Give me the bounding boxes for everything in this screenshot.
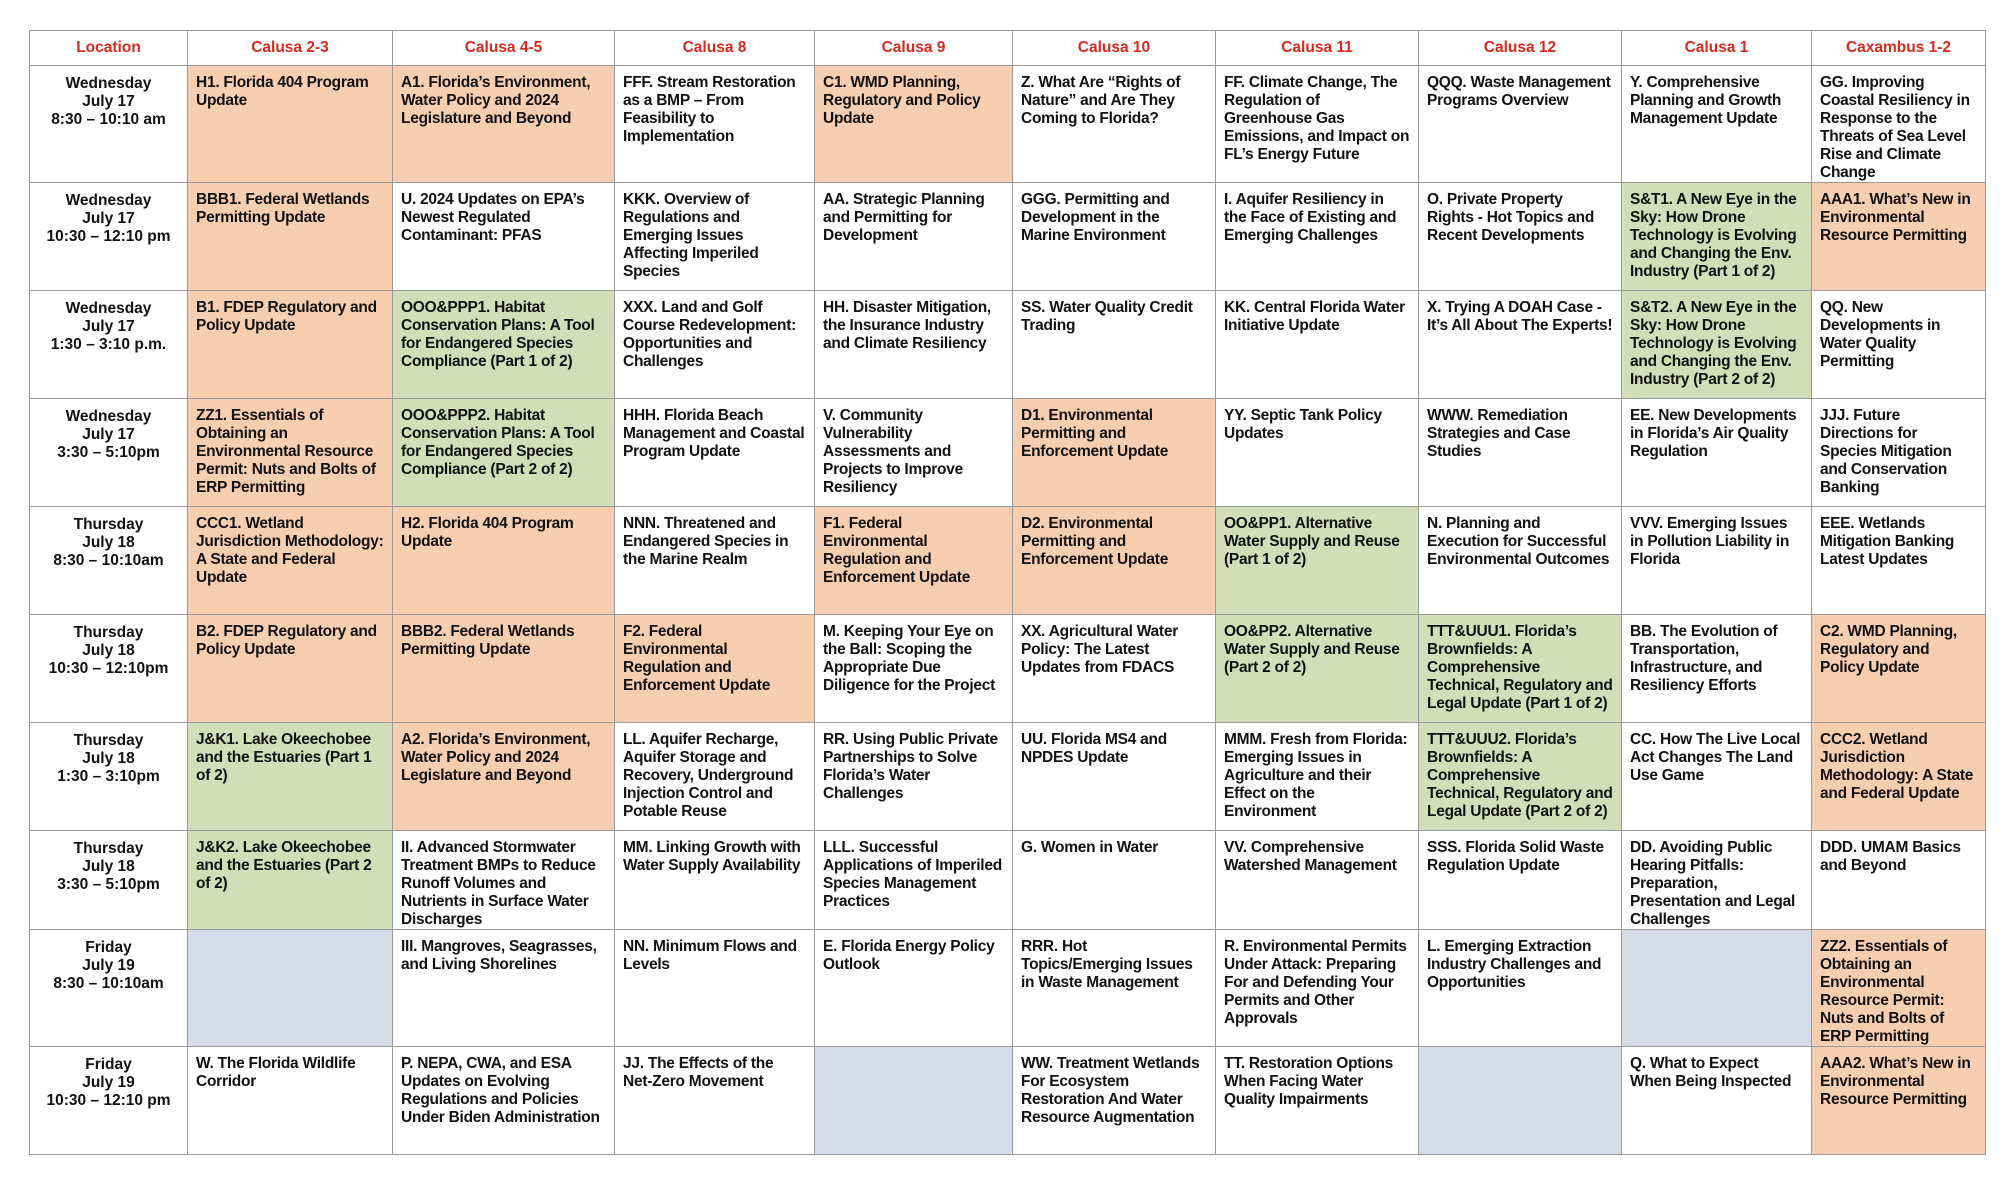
session-cell: OO&PP2. Alternative Water Supply and Reuse (Part 2 of 2) <box>1216 615 1419 723</box>
time-slot-date: July 19 <box>82 1074 135 1091</box>
column-header-room: Calusa 8 <box>615 31 815 66</box>
session-cell: ZZ1. Essentials of Obtaining an Environmental Resource Permit: Nuts and Bolts of ERP Permitting <box>188 399 393 507</box>
time-slot-date: July 17 <box>82 210 135 227</box>
session-cell: OOO&PPP2. Habitat Conservation Plans: A Tool for Endangered Species Compliance (Part 2 of 2) <box>393 399 615 507</box>
time-slot-hours: 8:30 – 10:10am <box>53 975 164 992</box>
session-cell: GGG. Permitting and Development in the Marine Environment <box>1013 183 1216 291</box>
time-slot-cell <box>30 930 188 1047</box>
time-slot-cell <box>30 399 188 507</box>
session-cell: JJ. The Effects of the Net-Zero Movement <box>615 1047 815 1155</box>
session-cell: CCC1. Wetland Jurisdiction Methodology: A State and Federal Update <box>188 507 393 615</box>
time-slot-date: July 18 <box>82 534 135 551</box>
time-slot-hours: 1:30 – 3:10 p.m. <box>50 336 167 353</box>
time-slot-hours: 8:30 – 10:10am <box>53 552 164 569</box>
session-cell: Q. What to Expect When Being Inspected <box>1622 1047 1812 1155</box>
session-cell: V. Community Vulnerability Assessments and Projects to Improve Resiliency <box>815 399 1013 507</box>
session-cell: AAA2. What’s New in Environmental Resource Permitting <box>1812 1047 1986 1155</box>
time-slot-hours: 3:30 – 5:10pm <box>57 876 160 893</box>
empty-session-cell <box>188 930 393 1047</box>
session-cell: FF. Climate Change, The Regulation of Greenhouse Gas Emissions, and Impact on FL’s Energy Future <box>1216 66 1419 183</box>
session-cell: RRR. Hot Topics/Emerging Issues in Waste Management <box>1013 930 1216 1047</box>
session-cell: LLL. Successful Applications of Imperiled Species Management Practices <box>815 831 1013 930</box>
time-slot-cell <box>30 66 188 183</box>
time-slot-row <box>30 399 1986 507</box>
time-slot-date: July 17 <box>82 426 135 443</box>
session-cell: HH. Disaster Mitigation, the Insurance Industry and Climate Resiliency <box>815 291 1013 399</box>
session-cell: U. 2024 Updates on EPA’s Newest Regulated Contaminant: PFAS <box>393 183 615 291</box>
column-header-room: Calusa 2-3 <box>188 31 393 66</box>
session-cell: I. Aquifer Resiliency in the Face of Existing and Emerging Challenges <box>1216 183 1419 291</box>
time-slot-day: Friday <box>85 1056 132 1073</box>
session-cell: DD. Avoiding Public Hearing Pitfalls: Preparation, Presentation and Legal Challenges <box>1622 831 1812 930</box>
time-slot-cell <box>30 615 188 723</box>
session-cell: TT. Restoration Options When Facing Water Quality Impairments <box>1216 1047 1419 1155</box>
session-cell: NNN. Threatened and Endangered Species in the Marine Realm <box>615 507 815 615</box>
time-slot-row <box>30 66 1986 183</box>
time-slot-hours: 8:30 – 10:10 am <box>51 111 166 128</box>
session-cell: KK. Central Florida Water Initiative Update <box>1216 291 1419 399</box>
session-cell: BBB2. Federal Wetlands Permitting Update <box>393 615 615 723</box>
session-cell: OO&PP1. Alternative Water Supply and Reuse (Part 1 of 2) <box>1216 507 1419 615</box>
session-cell: YY. Septic Tank Policy Updates <box>1216 399 1419 507</box>
session-cell: J&K2. Lake Okeechobee and the Estuaries (Part 2 of 2) <box>188 831 393 930</box>
session-cell: J&K1. Lake Okeechobee and the Estuaries (Part 1 of 2) <box>188 723 393 831</box>
time-slot-row <box>30 507 1986 615</box>
session-cell: A2. Florida’s Environment, Water Policy and 2024 Legislature and Beyond <box>393 723 615 831</box>
session-cell: RR. Using Public Private Partnerships to Solve Florida’s Water Challenges <box>815 723 1013 831</box>
time-slot-cell <box>30 831 188 930</box>
session-cell: E. Florida Energy Policy Outlook <box>815 930 1013 1047</box>
session-cell: HHH. Florida Beach Management and Coastal Program Update <box>615 399 815 507</box>
session-cell: A1. Florida’s Environment, Water Policy and 2024 Legislature and Beyond <box>393 66 615 183</box>
session-cell: EEE. Wetlands Mitigation Banking Latest Updates <box>1812 507 1986 615</box>
session-cell: B2. FDEP Regulatory and Policy Update <box>188 615 393 723</box>
session-cell: H2. Florida 404 Program Update <box>393 507 615 615</box>
time-slot-date: July 18 <box>82 750 135 767</box>
session-cell: BBB1. Federal Wetlands Permitting Update <box>188 183 393 291</box>
session-cell: KKK. Overview of Regulations and Emerging Issues Affecting Imperiled Species <box>615 183 815 291</box>
session-cell: LL. Aquifer Recharge, Aquifer Storage and Recovery, Underground Injection Control and Potable Reuse <box>615 723 815 831</box>
schedule-body <box>30 66 1986 1155</box>
session-cell: Z. What Are “Rights of Nature” and Are They Coming to Florida? <box>1013 66 1216 183</box>
session-cell: JJJ. Future Directions for Species Mitigation and Conservation Banking <box>1812 399 1986 507</box>
time-slot-date: July 19 <box>82 957 135 974</box>
column-header-room: Calusa 10 <box>1013 31 1216 66</box>
session-cell: N. Planning and Execution for Successful Environmental Outcomes <box>1419 507 1622 615</box>
session-cell: III. Mangroves, Seagrasses, and Living Shorelines <box>393 930 615 1047</box>
session-cell: C2. WMD Planning, Regulatory and Policy Update <box>1812 615 1986 723</box>
session-cell: F2. Federal Environmental Regulation and Enforcement Update <box>615 615 815 723</box>
column-header-room: Calusa 1 <box>1622 31 1812 66</box>
schedule-header <box>30 31 1986 66</box>
session-cell: DDD. UMAM Basics and Beyond <box>1812 831 1986 930</box>
time-slot-cell <box>30 183 188 291</box>
session-cell: SSS. Florida Solid Waste Regulation Update <box>1419 831 1622 930</box>
time-slot-hours: 10:30 – 12:10 pm <box>46 228 171 245</box>
session-cell: MM. Linking Growth with Water Supply Availability <box>615 831 815 930</box>
time-slot-day: Thursday <box>73 516 144 533</box>
session-cell: X. Trying A DOAH Case - It’s All About The Experts! <box>1419 291 1622 399</box>
time-slot-day: Wednesday <box>65 75 152 92</box>
session-cell: B1. FDEP Regulatory and Policy Update <box>188 291 393 399</box>
time-slot-row <box>30 930 1986 1047</box>
session-cell: R. Environmental Permits Under Attack: Preparing For and Defending Your Permits and Other Approvals <box>1216 930 1419 1047</box>
time-slot-row <box>30 1047 1986 1155</box>
session-cell: QQQ. Waste Management Programs Overview <box>1419 66 1622 183</box>
empty-session-cell <box>1419 1047 1622 1155</box>
session-cell: MMM. Fresh from Florida: Emerging Issues in Agriculture and their Effect on the Environment <box>1216 723 1419 831</box>
session-cell: H1. Florida 404 Program Update <box>188 66 393 183</box>
session-cell: WWW. Remediation Strategies and Case Studies <box>1419 399 1622 507</box>
session-cell: AA. Strategic Planning and Permitting for Development <box>815 183 1013 291</box>
empty-session-cell <box>815 1047 1013 1155</box>
header-row <box>30 31 1986 66</box>
session-cell: CC. How The Live Local Act Changes The Land Use Game <box>1622 723 1812 831</box>
time-slot-row <box>30 831 1986 930</box>
session-cell: TTT&UUU2. Florida’s Brownfields: A Comprehensive Technical, Regulatory and Legal Update (Part 2 of 2) <box>1419 723 1622 831</box>
session-cell: SS. Water Quality Credit Trading <box>1013 291 1216 399</box>
column-header-room: Caxambus 1-2 <box>1812 31 1986 66</box>
session-cell: D1. Environmental Permitting and Enforcement Update <box>1013 399 1216 507</box>
time-slot-date: July 18 <box>82 858 135 875</box>
session-cell: FFF. Stream Restoration as a BMP – From Feasibility to Implementation <box>615 66 815 183</box>
time-slot-cell <box>30 1047 188 1155</box>
column-header-location: Location <box>30 31 188 66</box>
session-cell: II. Advanced Stormwater Treatment BMPs to Reduce Runoff Volumes and Nutrients in Surface Water Discharges <box>393 831 615 930</box>
session-cell: BB. The Evolution of Transportation, Infrastructure, and Resiliency Efforts <box>1622 615 1812 723</box>
session-cell: GG. Improving Coastal Resiliency in Response to the Threats of Sea Level Rise and Climate Change <box>1812 66 1986 183</box>
time-slot-day: Thursday <box>73 624 144 641</box>
session-cell: D2. Environmental Permitting and Enforcement Update <box>1013 507 1216 615</box>
session-cell: O. Private Property Rights - Hot Topics and Recent Developments <box>1419 183 1622 291</box>
session-cell: W. The Florida Wildlife Corridor <box>188 1047 393 1155</box>
column-header-room: Calusa 12 <box>1419 31 1622 66</box>
session-cell: C1. WMD Planning, Regulatory and Policy Update <box>815 66 1013 183</box>
session-cell: OOO&PPP1. Habitat Conservation Plans: A Tool for Endangered Species Compliance (Part 1 of 2) <box>393 291 615 399</box>
time-slot-row <box>30 723 1986 831</box>
session-cell: EE. New Developments in Florida’s Air Quality Regulation <box>1622 399 1812 507</box>
session-cell: CCC2. Wetland Jurisdiction Methodology: A State and Federal Update <box>1812 723 1986 831</box>
time-slot-day: Wednesday <box>65 408 152 425</box>
session-cell: UU. Florida MS4 and NPDES Update <box>1013 723 1216 831</box>
session-cell: WW. Treatment Wetlands For Ecosystem Restoration And Water Resource Augmentation <box>1013 1047 1216 1155</box>
time-slot-date: July 17 <box>82 318 135 335</box>
time-slot-hours: 10:30 – 12:10 pm <box>46 1092 171 1109</box>
time-slot-day: Wednesday <box>65 192 152 209</box>
time-slot-day: Thursday <box>73 840 144 857</box>
empty-session-cell <box>1622 930 1812 1047</box>
session-cell: F1. Federal Environmental Regulation and Enforcement Update <box>815 507 1013 615</box>
schedule-table <box>29 30 1986 1155</box>
time-slot-date: July 17 <box>82 93 135 110</box>
column-header-room: Calusa 4-5 <box>393 31 615 66</box>
time-slot-row <box>30 183 1986 291</box>
time-slot-day: Thursday <box>73 732 144 749</box>
session-cell: VV. Comprehensive Watershed Management <box>1216 831 1419 930</box>
session-cell: VVV. Emerging Issues in Pollution Liability in Florida <box>1622 507 1812 615</box>
session-cell: G. Women in Water <box>1013 831 1216 930</box>
session-cell: M. Keeping Your Eye on the Ball: Scoping the Appropriate Due Diligence for the Project <box>815 615 1013 723</box>
time-slot-hours: 1:30 – 3:10pm <box>57 768 160 785</box>
time-slot-row <box>30 615 1986 723</box>
session-cell: XXX. Land and Golf Course Redevelopment: Opportunities and Challenges <box>615 291 815 399</box>
session-cell: AAA1. What’s New in Environmental Resource Permitting <box>1812 183 1986 291</box>
time-slot-cell <box>30 723 188 831</box>
time-slot-day: Wednesday <box>65 300 152 317</box>
session-cell: S&T2. A New Eye in the Sky: How Drone Technology is Evolving and Changing the Env. Industry (Part 2 of 2) <box>1622 291 1812 399</box>
session-cell: XX. Agricultural Water Policy: The Latest Updates from FDACS <box>1013 615 1216 723</box>
time-slot-date: July 18 <box>82 642 135 659</box>
session-cell: Y. Comprehensive Planning and Growth Management Update <box>1622 66 1812 183</box>
session-cell: P. NEPA, CWA, and ESA Updates on Evolving Regulations and Policies Under Biden Administration <box>393 1047 615 1155</box>
time-slot-row <box>30 291 1986 399</box>
time-slot-hours: 3:30 – 5:10pm <box>57 444 160 461</box>
session-cell: ZZ2. Essentials of Obtaining an Environmental Resource Permit: Nuts and Bolts of ERP Permitting <box>1812 930 1986 1047</box>
session-cell: S&T1. A New Eye in the Sky: How Drone Technology is Evolving and Changing the Env. Industry (Part 1 of 2) <box>1622 183 1812 291</box>
time-slot-cell <box>30 507 188 615</box>
time-slot-hours: 10:30 – 12:10pm <box>48 660 169 677</box>
time-slot-cell <box>30 291 188 399</box>
session-cell: QQ. New Developments in Water Quality Permitting <box>1812 291 1986 399</box>
session-cell: NN. Minimum Flows and Levels <box>615 930 815 1047</box>
session-cell: L. Emerging Extraction Industry Challenges and Opportunities <box>1419 930 1622 1047</box>
time-slot-day: Friday <box>85 939 132 956</box>
column-header-room: Calusa 11 <box>1216 31 1419 66</box>
column-header-room: Calusa 9 <box>815 31 1013 66</box>
session-cell: TTT&UUU1. Florida’s Brownfields: A Comprehensive Technical, Regulatory and Legal Update (Part 1 of 2) <box>1419 615 1622 723</box>
